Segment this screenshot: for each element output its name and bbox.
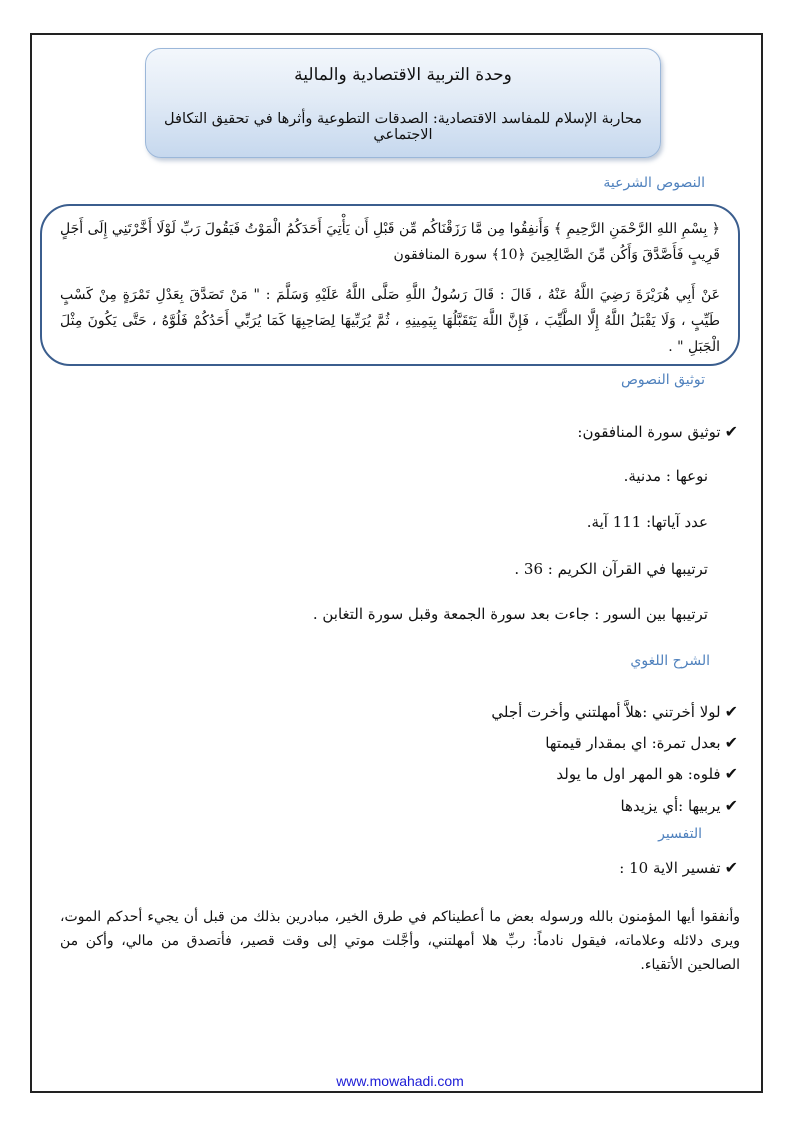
vocab-item: لولا أخرتني :هلاَّ أمهلتني وأخرت أجلي <box>491 703 721 721</box>
section-documentation-heading: توثيق النصوص <box>620 372 705 388</box>
list-item <box>577 422 738 441</box>
checkmark-icon: ✔ <box>724 796 738 815</box>
order-among-surahs: ترتيبها بين السور : جاءت بعد سورة الجمعة وقبل سورة التغابن . <box>312 605 708 623</box>
vocab-item: يربيها :أي يزيدها <box>620 797 721 815</box>
tafsir-heading: تفسير الاية 10 : <box>619 859 721 877</box>
page-title: وحدة التربية الاقتصادية والمالية <box>294 65 512 85</box>
checkmark-icon: ✔ <box>724 422 738 441</box>
list-item <box>556 764 738 783</box>
lesson-subtitle: محاربة الإسلام للمفاسد الاقتصادية: الصدقات التطوعية وأثرها في تحقيق التكافل الاجتماعي <box>164 111 642 143</box>
title-banner <box>145 48 661 158</box>
tafsir-text: وأنفقوا أيها المؤمنون بالله ورسوله بعض ما أعطيناكم في طرق الخير، مبادرين بذلك من قبل أن يجيء أحدكم الموت، ويرى دلائله وعلاماته، فيقول نادماً: ربِّ هلا أمهلتني، وأجَّلت موتي إلى وقت قصير، فأتصدق من مالي، وأكن من الصالحين الأتقياء. <box>60 909 740 973</box>
list-item <box>491 702 738 721</box>
footer-link[interactable]: www.mowahadi.com <box>336 1073 464 1089</box>
quran-verse: ﴿ بِسْمِ اللهِ الرَّحْمَنِ الرَّحِيمِ ﴾ وَأَنفِقُوا مِن مَّا رَزَقْنَاكُم مِّن قَبْلِ أَن يَأْتِيَ أَحَدَكُمُ الْمَوْتُ فَيَقُولَ رَبِّ لَوْلَا أَخَّرْتَنِي إِلَى أَجَلٍ قَرِيبٍ فَأَصَّدَّقَ وَأَكُن مِّنَ الصَّالِحِينَ ﴿10﴾ سورة المنافقون <box>60 221 720 263</box>
order-in-quran: ترتيبها في القرآن الكريم : 36 . <box>514 560 708 578</box>
vocab-item: فلوه: هو المهر اول ما يولد <box>556 765 721 783</box>
checkmark-icon: ✔ <box>724 733 738 752</box>
vocab-item: بعدل تمرة: اي بمقدار قيمتها <box>545 734 721 752</box>
checkmark-icon: ✔ <box>724 858 738 877</box>
section-vocabulary-heading: الشرح اللغوي <box>630 653 710 669</box>
surah-type: نوعها : مدنية. <box>623 467 708 485</box>
hadith-text: عَنْ أَبِي هُرَيْرَةَ رَضِيَ اللَّهُ عَنْهُ ، قَالَ : قَالَ رَسُولُ اللَّهِ صَلَّى اللَّهُ عَلَيْهِ وَسَلَّمَ : " مَنْ تَصَدَّقَ بِعَدْلِ تَمْرَةٍ مِنْ كَسْبٍ طَيِّبٍ ، وَلَا يَقْبَلُ اللَّهُ إِلَّا الطَّيِّبَ ، فَإِنَّ اللَّهَ يَتَقَبَّلُهَا بِيَمِينِهِ ، ثُمَّ يُرَبِّيهَا لِصَاحِبِهَا كَمَا يُرَبِّي أَحَدُكُمْ فَلُوَّهُ ، حَتَّى يَكُونَ مِثْلَ الْجَبَلِ " . <box>60 287 720 355</box>
section-texts-heading: النصوص الشرعية <box>603 175 705 191</box>
religious-texts-box <box>40 204 740 366</box>
checkmark-icon: ✔ <box>724 764 738 783</box>
list-item <box>619 858 738 877</box>
documentation-heading: توثيق سورة المنافقون: <box>577 423 721 441</box>
section-tafsir-heading: التفسير <box>658 826 702 842</box>
list-item <box>620 796 738 815</box>
checkmark-icon: ✔ <box>724 702 738 721</box>
verse-count: عدد آياتها: 111 آية. <box>586 513 708 531</box>
list-item <box>545 733 738 752</box>
